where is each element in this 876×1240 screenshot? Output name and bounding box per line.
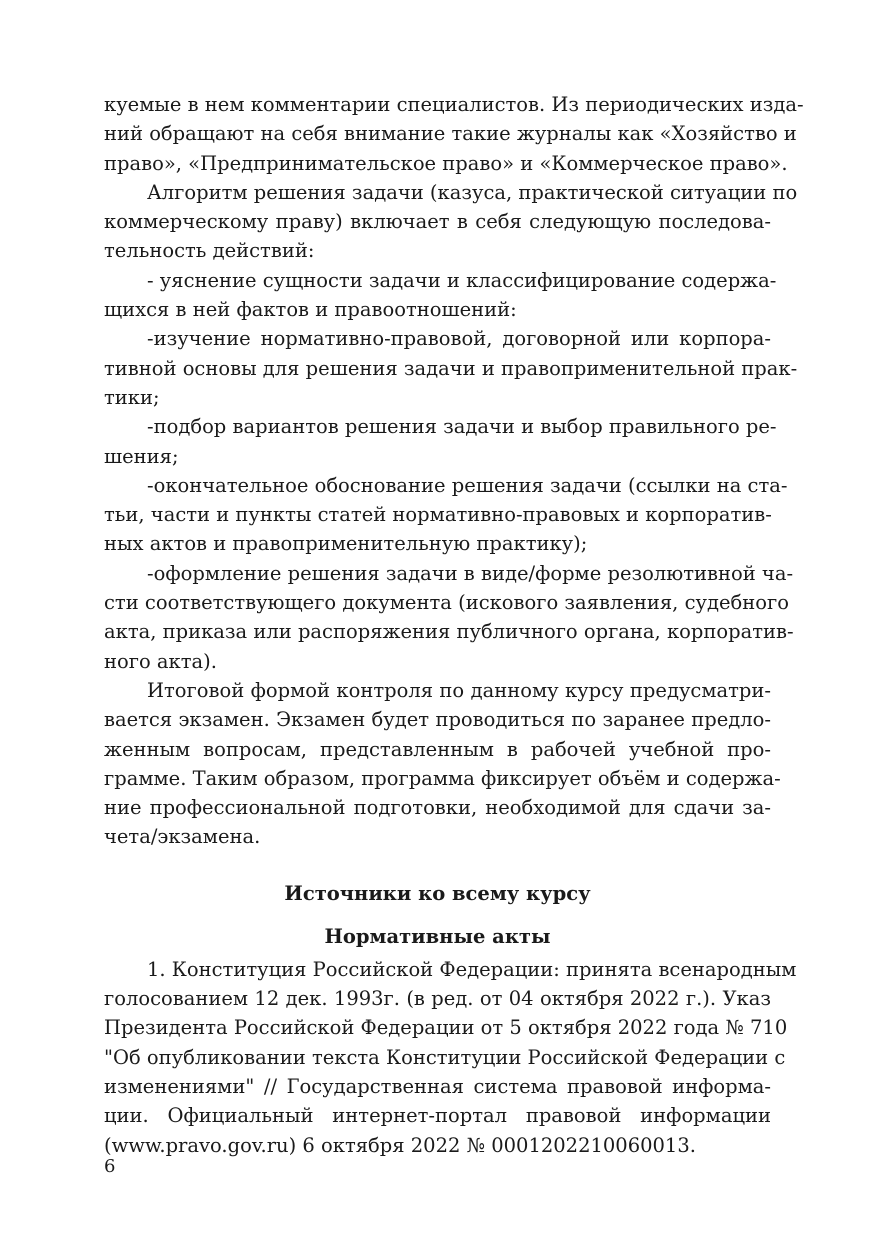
text-line: Алгоритм решения задачи (казуса, практической ситуации по [147, 180, 798, 204]
text-line: право», «Предпринимательское право» и «Коммерческое право». [104, 151, 788, 175]
paragraph [104, 90, 804, 178]
paragraph [104, 559, 794, 676]
text-line: грамме. Таким образом, программа фиксирует объём и содержа- [104, 766, 781, 790]
paragraph [104, 178, 798, 266]
text-line: чета/экзамена. [104, 825, 261, 849]
text-line: тики; [104, 385, 160, 409]
text-line: Итоговой формой контроля по данному курсу предусматри- [147, 678, 771, 702]
text-line: акта, приказа или распоряжения публичного органа, корпоратив- [104, 620, 794, 644]
text-line: Президента Российской Федерации от 5 октября 2022 года № 710 [104, 1016, 788, 1040]
text-line: ных актов и правоприменительную практику); [104, 532, 588, 556]
text-line: тельность действий: [104, 239, 315, 263]
text-line: куемые в нем комментарии специалистов. Из периодических изда- [104, 93, 804, 116]
heading-sources: Источники ко всему курсу [284, 881, 591, 905]
text-line: тивной основы для решения задачи и правоприменительной прак- [104, 356, 798, 380]
page-number: 6 [104, 1156, 116, 1177]
text-line: вается экзамен. Экзамен будет проводиться по заранее предло- [104, 708, 771, 732]
paragraph [104, 412, 777, 471]
paragraph [104, 266, 777, 325]
text-line: 1. Конституция Российской Федерации: принята всенародным [147, 957, 797, 981]
text-line: -изучение нормативно-правовой, договорной или корпора- [147, 327, 771, 351]
page-body [104, 90, 804, 1160]
text-line: щихся в ней фактов и правоотношений: [104, 298, 517, 322]
text-line: изменениями" // Государственная система правовой информа- [104, 1074, 771, 1098]
text-line: - уяснение сущности задачи и классифицирование содержа- [147, 268, 777, 292]
text-line: ний обращают на себя внимание такие журналы как «Хозяйство и [104, 122, 797, 146]
text-line: -окончательное обоснование решения задачи (ссылки на ста- [147, 473, 788, 497]
text-line: тьи, части и пункты статей нормативно-правовых и корпоратив- [104, 503, 772, 527]
text-line: -подбор вариантов решения задачи и выбор правильного ре- [147, 415, 777, 439]
text-line: "Об опубликовании текста Конституции Российской Федерации с [104, 1045, 786, 1069]
text-line: ции. Официальный интернет-портал правовой информации [104, 1104, 771, 1128]
text-line: шения; [104, 444, 179, 468]
text-line: -оформление решения задачи в виде/форме резолютивной ча- [147, 561, 794, 585]
text-line: ного акта). [104, 649, 217, 673]
text-line: женным вопросам, представленным в рабочей учебной про- [104, 737, 771, 761]
paragraph [104, 676, 781, 852]
body-text [104, 90, 804, 852]
text-line: сти соответствующего документа (искового заявления, судебного [104, 591, 789, 615]
reference-list [104, 955, 797, 1160]
heading-normative-acts: Нормативные акты [324, 924, 551, 948]
paragraph [104, 324, 798, 412]
text-line: (www.pravo.gov.ru) 6 октября 2022 № 0001202210060013. [104, 1133, 696, 1157]
text-line: голосованием 12 дек. 1993г. (в ред. от 04 октября 2022 г.). Указ [104, 987, 771, 1011]
text-line: коммерческому праву) включает в себя следующую последова- [104, 210, 771, 234]
text-line: ние профессиональной подготовки, необходимой для сдачи за- [104, 796, 771, 820]
reference-item [104, 955, 797, 1160]
paragraph [104, 471, 788, 559]
